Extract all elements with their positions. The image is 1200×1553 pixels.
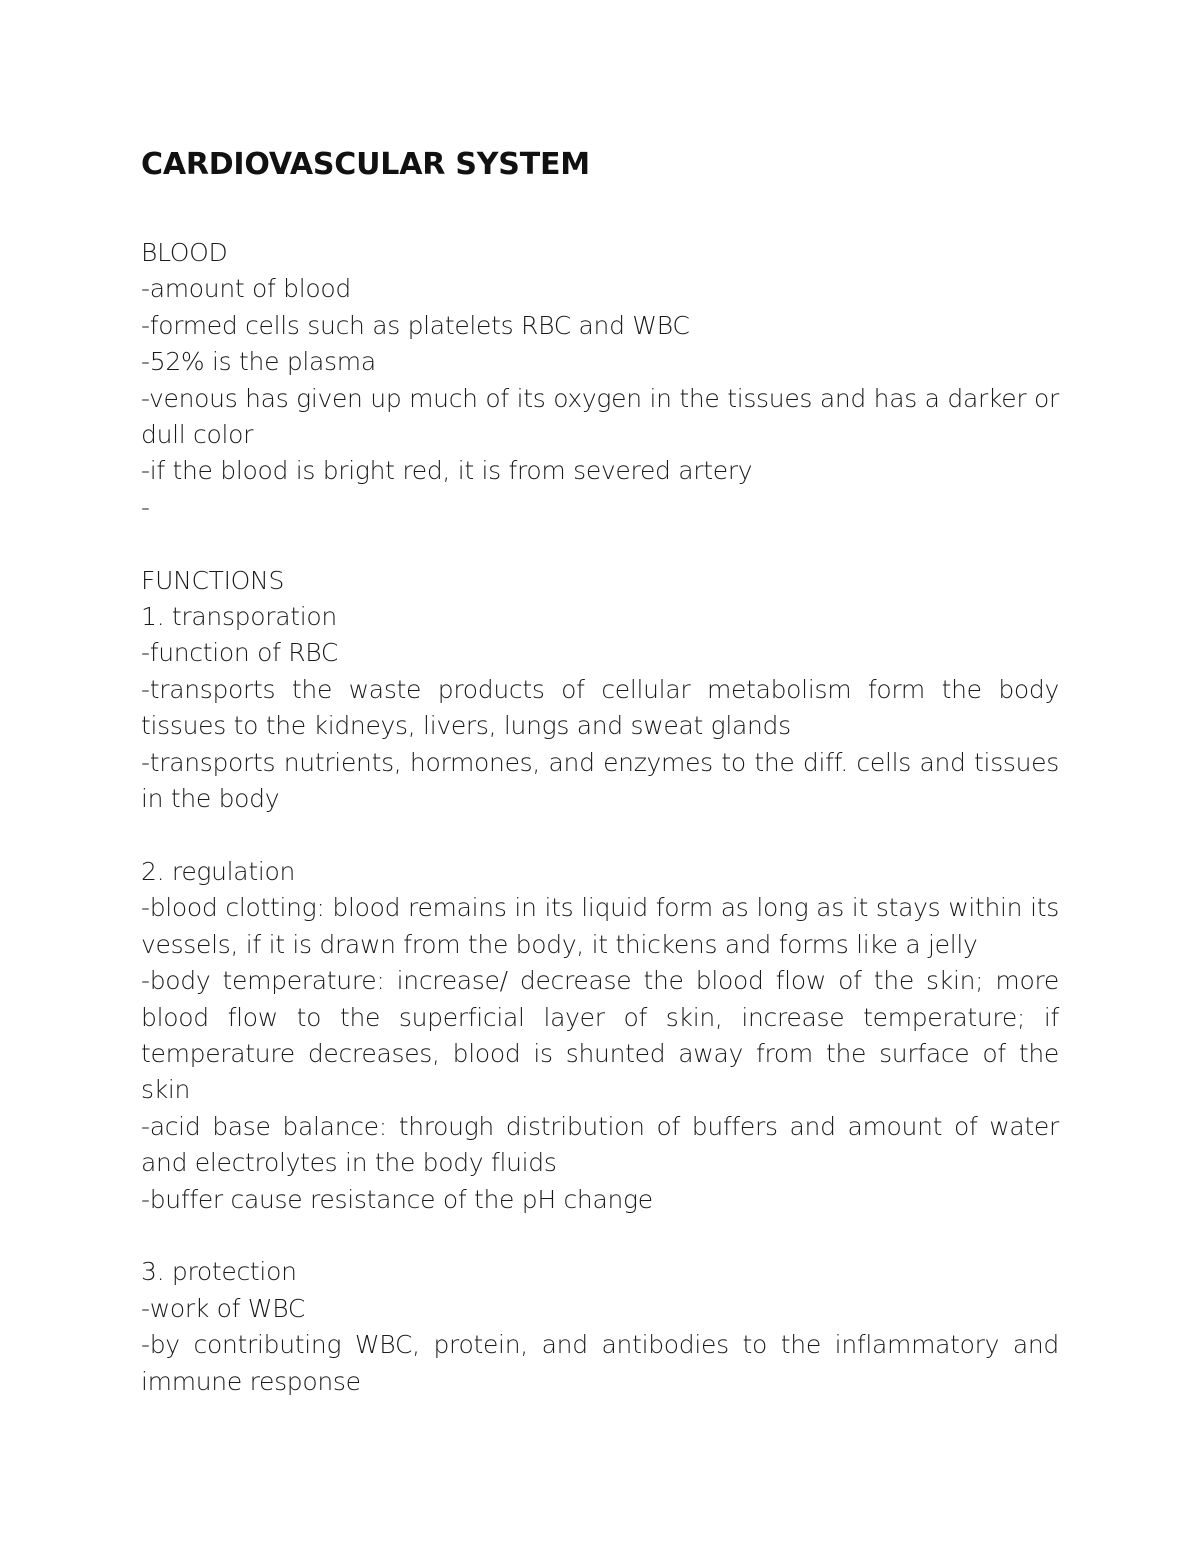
- subsection-heading-transportation: 1. transporation: [141, 602, 337, 632]
- protection-line: -by contributing WBC, protein, and antibodies to the inflammatory and immune response: [141, 1330, 1059, 1396]
- protection-subsection: [141, 1254, 1059, 1400]
- blood-section: [141, 235, 1059, 526]
- spacer: [141, 1218, 1059, 1254]
- functions-section: [141, 563, 1059, 1400]
- section-heading-functions: FUNCTIONS: [141, 565, 285, 595]
- page-title: CARDIOVASCULAR SYSTEM: [141, 147, 590, 182]
- subsection-heading-regulation: 2. regulation: [141, 856, 296, 886]
- transportation-line: -transports nutrients, hormones, and enzymes to the diff. cells and tissues in the body: [141, 747, 1059, 814]
- transportation-line: -transports the waste products of cellular metabolism form the body tissues to the kidneys, livers, lungs and sweat glands: [141, 674, 1059, 741]
- regulation-line: -body temperature: increase/ decrease the blood flow of the skin; more blood flow to the superficial layer of skin, increase temperature; if temperature decreases, blood is shunted away from the surface of the skin: [141, 966, 1059, 1105]
- document-body: [141, 143, 1059, 1400]
- transportation-line: -function of RBC: [141, 638, 339, 668]
- blood-line: -52% is the plasma: [141, 347, 376, 377]
- regulation-line: -acid base balance: through distribution of buffers and amount of water and electrolytes in the body fluids: [141, 1111, 1059, 1178]
- blood-line: -: [141, 492, 150, 522]
- spacer: [141, 817, 1059, 853]
- spacer: [141, 526, 1059, 562]
- regulation-line: -buffer cause resistance of the pH change: [141, 1184, 653, 1214]
- subsection-heading-protection: 3. protection: [141, 1257, 297, 1287]
- section-heading-blood: BLOOD: [141, 238, 228, 267]
- transportation-subsection: [141, 599, 1059, 817]
- blood-line: -venous has given up much of its oxygen in the tissues and has a darker or dull color: [141, 383, 1059, 450]
- regulation-line: -blood clotting: blood remains in its liquid form as long as it stays within its vessels, if it is drawn from the body, it thickens and forms like a jelly: [141, 893, 1059, 959]
- regulation-subsection: [141, 854, 1059, 1218]
- blood-line: -if the blood is bright red, it is from severed artery: [141, 456, 753, 486]
- protection-line: -work of WBC: [141, 1293, 306, 1323]
- blood-line: -amount of blood: [141, 274, 351, 304]
- blood-line: -formed cells such as platelets RBC and WBC: [141, 310, 690, 340]
